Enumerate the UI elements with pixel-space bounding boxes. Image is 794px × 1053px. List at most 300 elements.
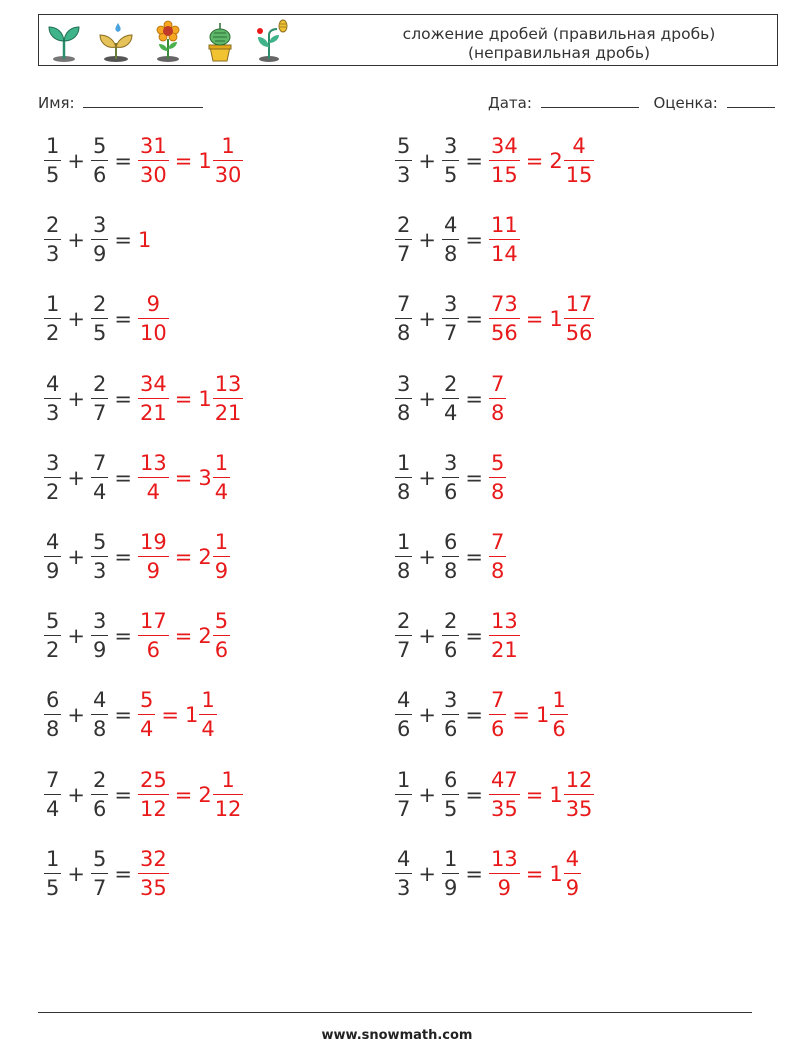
answer-improper-denominator: 9 xyxy=(497,875,512,900)
addend-2-denominator: 3 xyxy=(92,559,107,583)
answer-improper-denominator: 9 xyxy=(146,559,161,583)
addend-2-denominator: 7 xyxy=(92,875,107,900)
problem-row xyxy=(44,287,169,351)
answer-mixed-fraction-denominator: 35 xyxy=(565,796,593,821)
answer-mixed-whole: 2 xyxy=(198,782,212,807)
answer-mixed-fraction xyxy=(213,611,230,661)
answer-equals-sign: = xyxy=(174,465,193,490)
answer-equals-sign: = xyxy=(161,703,179,728)
addend-1-denominator: 3 xyxy=(397,163,411,187)
answer-mixed-fraction xyxy=(199,690,216,740)
answer-improper-numerator: 17 xyxy=(139,609,167,634)
answer-equals-sign: = xyxy=(174,782,193,807)
date-blank[interactable] xyxy=(541,95,639,108)
plus-sign: + xyxy=(418,307,436,332)
addend-1 xyxy=(395,294,412,344)
answer-improper-denominator: 15 xyxy=(490,163,518,187)
watered-sprout-icon xyxy=(97,19,135,63)
answer-improper-denominator: 8 xyxy=(490,479,505,504)
answer-improper-denominator: 12 xyxy=(139,796,167,821)
addend-1-denominator: 5 xyxy=(46,163,60,187)
addend-2 xyxy=(91,136,108,186)
addend-2-numerator: 2 xyxy=(92,371,107,396)
addend-2-numerator: 3 xyxy=(92,213,107,238)
addend-1-denominator: 8 xyxy=(397,559,411,583)
addend-1-denominator: 7 xyxy=(397,796,411,821)
answer-improper xyxy=(489,450,506,504)
addend-1-denominator: 9 xyxy=(46,559,60,583)
answer-mixed-fraction-numerator: 4 xyxy=(572,134,586,158)
answer-improper xyxy=(138,532,169,582)
addend-2-numerator: 5 xyxy=(92,530,107,554)
answer-mixed-fraction-numerator: 12 xyxy=(565,767,593,792)
answer-improper-denominator: 56 xyxy=(490,321,518,346)
answer-mixed-whole: 1 xyxy=(549,307,563,332)
plus-sign: + xyxy=(67,386,85,411)
answer-mixed-fraction-denominator: 9 xyxy=(565,875,580,900)
answer-improper-numerator: 11 xyxy=(490,213,518,238)
addend-2-numerator: 2 xyxy=(92,292,107,317)
answer-improper xyxy=(489,136,520,186)
addend-1 xyxy=(395,136,412,186)
addend-1 xyxy=(395,532,412,582)
addend-2 xyxy=(91,215,108,265)
addend-2 xyxy=(442,532,459,582)
answer-improper xyxy=(489,690,506,740)
answer-improper-numerator: 13 xyxy=(490,609,518,634)
answer-mixed-fraction xyxy=(213,767,244,821)
addend-1-denominator: 7 xyxy=(397,638,411,663)
title-line-2: (неправильная дробь) xyxy=(467,44,651,62)
answer-mixed-whole: 1 xyxy=(184,703,199,728)
answer-mixed-whole: 2 xyxy=(198,545,212,569)
addend-2 xyxy=(91,532,108,582)
addend-2-numerator: 2 xyxy=(443,371,458,396)
answer-whole: 1 xyxy=(137,228,152,253)
answer-mixed-fraction-denominator: 30 xyxy=(214,163,242,187)
plus-sign: + xyxy=(418,782,436,807)
addend-1-denominator: 3 xyxy=(397,875,411,900)
problem-row xyxy=(395,129,594,193)
addend-2 xyxy=(91,611,108,661)
addend-1 xyxy=(395,767,412,821)
answer-improper xyxy=(489,767,520,821)
answer-improper xyxy=(138,450,169,504)
addend-1-numerator: 3 xyxy=(46,450,60,475)
answer-mixed-fraction-numerator: 17 xyxy=(565,292,593,317)
addend-2-numerator: 5 xyxy=(92,134,107,158)
addend-1-numerator: 1 xyxy=(46,292,60,317)
addend-2-denominator: 6 xyxy=(443,638,458,663)
addend-2-denominator: 6 xyxy=(92,163,107,187)
grade-label: Оценка: xyxy=(653,94,718,112)
answer-improper-numerator: 34 xyxy=(490,134,518,158)
equals-sign: = xyxy=(465,861,483,886)
equals-sign: = xyxy=(114,465,132,490)
answer-improper-denominator: 30 xyxy=(139,163,167,187)
answer-improper-denominator: 21 xyxy=(490,638,518,663)
answer-equals-sign: = xyxy=(525,307,544,332)
plus-sign: + xyxy=(418,861,436,886)
addend-1-denominator: 8 xyxy=(397,400,411,425)
addend-1 xyxy=(395,371,412,425)
answer-mixed-fraction xyxy=(213,136,244,186)
addend-2-denominator: 9 xyxy=(92,638,107,663)
addend-1-denominator: 8 xyxy=(397,321,411,346)
answer-mixed-fraction-denominator: 21 xyxy=(214,400,242,425)
equals-sign: = xyxy=(114,624,132,649)
addend-2 xyxy=(442,611,459,661)
addend-1-denominator: 2 xyxy=(46,321,60,346)
addend-1-denominator: 3 xyxy=(46,400,60,425)
plus-sign: + xyxy=(418,228,436,253)
answer-mixed-fraction xyxy=(550,690,567,740)
answer-improper-numerator: 25 xyxy=(139,767,167,792)
equals-sign: = xyxy=(465,149,483,173)
addend-2-numerator: 3 xyxy=(443,688,458,713)
plus-sign: + xyxy=(67,149,85,173)
problem-row xyxy=(44,842,169,906)
answer-equals-sign: = xyxy=(174,149,193,173)
plant-icons xyxy=(45,19,291,63)
addend-1-denominator: 3 xyxy=(46,242,60,267)
addend-2-numerator: 7 xyxy=(92,450,107,475)
addend-2 xyxy=(442,767,459,821)
answer-mixed-whole: 1 xyxy=(549,861,563,886)
plus-sign: + xyxy=(67,782,85,807)
answer-improper-numerator: 7 xyxy=(490,530,505,554)
addend-1-numerator: 3 xyxy=(397,371,411,396)
addend-2-denominator: 4 xyxy=(443,400,458,425)
problem-row xyxy=(395,525,506,589)
addend-1-numerator: 6 xyxy=(46,688,60,713)
addend-1-numerator: 1 xyxy=(397,767,411,792)
answer-improper xyxy=(489,215,520,265)
addend-1 xyxy=(395,215,412,265)
addend-2-denominator: 7 xyxy=(443,321,458,346)
answer-mixed-fraction-numerator: 1 xyxy=(214,450,229,475)
date-label: Дата: xyxy=(488,94,532,112)
addend-1-numerator: 7 xyxy=(46,767,60,792)
answer-mixed-fraction-numerator: 1 xyxy=(221,767,235,792)
addend-2 xyxy=(91,450,108,504)
answer-improper-numerator: 19 xyxy=(139,530,167,554)
addend-1-numerator: 1 xyxy=(397,530,411,554)
addend-2-numerator: 2 xyxy=(92,767,107,792)
answer-improper-denominator: 8 xyxy=(490,559,505,583)
addend-2-numerator: 4 xyxy=(92,688,107,713)
answer-mixed-fraction xyxy=(213,450,230,504)
answer-mixed-fraction xyxy=(564,136,595,186)
equals-sign: = xyxy=(465,465,483,490)
addend-1 xyxy=(44,767,61,821)
addend-2 xyxy=(91,371,108,425)
answer-mixed-fraction-denominator: 56 xyxy=(565,321,593,346)
addend-1 xyxy=(44,611,61,661)
addend-1-numerator: 1 xyxy=(46,134,60,158)
addend-1-numerator: 2 xyxy=(397,213,411,238)
addend-1 xyxy=(44,690,61,740)
answer-improper-numerator: 5 xyxy=(490,450,505,475)
answer-improper-denominator: 35 xyxy=(490,796,518,821)
addend-1 xyxy=(395,690,412,740)
problem-row xyxy=(44,129,243,193)
answer-mixed-whole: 1 xyxy=(198,386,212,411)
problem-row xyxy=(44,367,243,431)
answer-equals-sign: = xyxy=(174,624,193,649)
addend-2-denominator: 9 xyxy=(443,875,458,900)
equals-sign: = xyxy=(465,624,483,649)
problem-row xyxy=(395,683,568,747)
answer-improper xyxy=(138,767,169,821)
addend-2-denominator: 5 xyxy=(443,163,458,187)
equals-sign: = xyxy=(114,545,132,569)
problem-row xyxy=(44,604,230,668)
answer-improper-numerator: 7 xyxy=(490,371,505,396)
addend-1 xyxy=(395,450,412,504)
name-label: Имя: xyxy=(38,94,75,112)
addend-1 xyxy=(44,136,61,186)
answer-improper-numerator: 13 xyxy=(490,846,518,871)
addend-1-denominator: 4 xyxy=(46,796,60,821)
addend-2 xyxy=(91,846,108,900)
plus-sign: + xyxy=(418,703,436,728)
answer-improper xyxy=(489,371,506,425)
addend-1-numerator: 5 xyxy=(397,134,411,158)
addend-1 xyxy=(44,450,61,504)
equals-sign: = xyxy=(465,545,483,569)
answer-improper-numerator: 34 xyxy=(139,371,167,396)
answer-equals-sign: = xyxy=(525,149,544,173)
grade-blank[interactable] xyxy=(727,95,775,108)
answer-improper xyxy=(138,371,169,425)
sunflower-icon xyxy=(149,19,187,63)
answer-improper-denominator: 10 xyxy=(139,321,167,346)
plus-sign: + xyxy=(418,624,436,649)
answer-improper xyxy=(138,294,169,344)
answer-improper-numerator: 13 xyxy=(139,450,167,475)
addend-2 xyxy=(442,371,459,425)
addend-1-denominator: 5 xyxy=(46,875,60,900)
addend-1-numerator: 4 xyxy=(397,688,411,713)
answer-improper-denominator: 4 xyxy=(146,479,161,504)
plus-sign: + xyxy=(418,386,436,411)
addend-1-denominator: 2 xyxy=(46,479,60,504)
answer-improper-numerator: 7 xyxy=(490,688,505,713)
equals-sign: = xyxy=(465,782,483,807)
problem-row xyxy=(395,446,506,510)
answer-improper-denominator: 6 xyxy=(146,638,161,663)
addend-1 xyxy=(44,532,61,582)
equals-sign: = xyxy=(465,307,483,332)
equals-sign: = xyxy=(114,307,132,332)
answer-mixed-whole: 2 xyxy=(198,624,212,649)
addend-1-denominator: 7 xyxy=(397,242,411,267)
answer-improper xyxy=(489,532,506,582)
answer-mixed-fraction-denominator: 12 xyxy=(214,796,242,821)
addend-1 xyxy=(395,846,412,900)
equals-sign: = xyxy=(114,861,132,886)
answer-mixed-whole: 1 xyxy=(549,782,563,807)
problem-row xyxy=(44,683,217,747)
addend-2-numerator: 3 xyxy=(443,450,458,475)
potted-plant-icon xyxy=(201,19,239,63)
addend-2 xyxy=(91,690,108,740)
addend-2 xyxy=(442,846,459,900)
answer-equals-sign: = xyxy=(525,782,544,807)
answer-mixed-whole: 1 xyxy=(535,703,550,728)
addend-1-denominator: 8 xyxy=(46,717,60,742)
addend-1 xyxy=(44,846,61,900)
addend-2 xyxy=(91,294,108,344)
answer-improper-denominator: 14 xyxy=(490,242,518,267)
answer-improper-denominator: 8 xyxy=(490,400,505,425)
addend-2-denominator: 8 xyxy=(443,242,458,267)
answer-improper-numerator: 5 xyxy=(139,688,154,713)
plus-sign: + xyxy=(67,307,85,332)
answer-improper-denominator: 35 xyxy=(139,875,167,900)
addend-2-denominator: 6 xyxy=(443,717,458,742)
addend-1 xyxy=(44,371,61,425)
addend-1-denominator: 8 xyxy=(397,479,411,504)
addend-1 xyxy=(395,611,412,661)
problem-row xyxy=(395,842,581,906)
answer-mixed-fraction-numerator: 5 xyxy=(214,609,229,634)
answer-improper xyxy=(138,611,169,661)
name-blank[interactable] xyxy=(83,95,203,108)
problem-row xyxy=(44,446,230,510)
answer-mixed-fraction-numerator: 1 xyxy=(201,688,215,713)
answer-mixed-fraction-denominator: 15 xyxy=(565,163,593,187)
plus-sign: + xyxy=(67,545,85,569)
addend-1-numerator: 5 xyxy=(46,609,60,634)
plus-sign: + xyxy=(418,465,436,490)
answer-equals-sign: = xyxy=(512,703,530,728)
addend-2-numerator: 3 xyxy=(443,292,458,317)
equals-sign: = xyxy=(114,782,132,807)
flowering-plant-icon xyxy=(253,19,291,63)
equals-sign: = xyxy=(114,703,132,728)
footer-url: www.snowmath.com xyxy=(321,1028,473,1043)
addend-2-denominator: 9 xyxy=(92,242,107,267)
answer-mixed-whole: 1 xyxy=(198,149,212,173)
addend-2 xyxy=(442,690,459,740)
answer-improper-numerator: 47 xyxy=(490,767,518,792)
addend-2-numerator: 2 xyxy=(443,609,458,634)
problem-row xyxy=(395,367,506,431)
addend-2-denominator: 4 xyxy=(92,479,107,504)
addend-2-numerator: 6 xyxy=(443,530,458,554)
equals-sign: = xyxy=(114,228,132,253)
answer-improper xyxy=(489,846,520,900)
answer-mixed-fraction-numerator: 4 xyxy=(565,846,580,871)
addend-2 xyxy=(91,767,108,821)
addend-1-numerator: 4 xyxy=(397,846,411,871)
addend-2-numerator: 3 xyxy=(92,609,107,634)
answer-improper-numerator: 73 xyxy=(490,292,518,317)
addend-2-numerator: 4 xyxy=(443,213,458,238)
answer-mixed-whole: 3 xyxy=(198,465,212,490)
header-box xyxy=(38,14,778,66)
addend-1-denominator: 6 xyxy=(397,717,411,742)
addend-1-numerator: 7 xyxy=(397,292,411,317)
name-field[interactable] xyxy=(38,94,203,112)
addend-2-denominator: 5 xyxy=(92,321,107,346)
answer-improper-denominator: 21 xyxy=(139,400,167,425)
answer-mixed-fraction-denominator: 4 xyxy=(214,479,229,504)
addend-2 xyxy=(442,450,459,504)
problem-row xyxy=(395,287,594,351)
answer-mixed-fraction xyxy=(564,294,595,344)
answer-improper xyxy=(489,294,520,344)
equals-sign: = xyxy=(465,228,483,253)
problem-row xyxy=(395,604,520,668)
problem-row xyxy=(395,208,520,272)
problem-row xyxy=(44,763,243,827)
equals-sign: = xyxy=(465,386,483,411)
answer-mixed-whole: 2 xyxy=(549,149,563,173)
answer-mixed-fraction-denominator: 9 xyxy=(214,559,229,583)
answer-improper xyxy=(138,846,169,900)
worksheet-title xyxy=(369,25,749,63)
answer-improper-denominator: 6 xyxy=(490,717,505,742)
answer-mixed-fraction-numerator: 1 xyxy=(552,688,566,713)
addend-2-numerator: 3 xyxy=(443,134,458,158)
addend-2-denominator: 6 xyxy=(92,796,107,821)
answer-mixed-fraction-numerator: 1 xyxy=(221,134,235,158)
addend-2-denominator: 8 xyxy=(92,717,107,742)
addend-2-denominator: 5 xyxy=(443,796,458,821)
plus-sign: + xyxy=(418,545,436,569)
date-grade-fields xyxy=(488,94,775,112)
problem-row xyxy=(44,208,151,272)
answer-mixed-fraction xyxy=(564,846,581,900)
addend-2-numerator: 6 xyxy=(443,767,458,792)
addend-2-denominator: 6 xyxy=(443,479,458,504)
answer-improper-denominator: 4 xyxy=(139,717,154,742)
problem-row xyxy=(44,525,230,589)
addend-2 xyxy=(442,215,459,265)
answer-improper xyxy=(138,690,155,740)
answer-mixed-fraction-numerator: 13 xyxy=(214,371,242,396)
equals-sign: = xyxy=(465,703,483,728)
addend-1-denominator: 2 xyxy=(46,638,60,663)
plus-sign: + xyxy=(67,703,85,728)
addend-1-numerator: 1 xyxy=(46,846,60,871)
equals-sign: = xyxy=(114,149,132,173)
answer-improper xyxy=(138,136,169,186)
title-line-1: сложение дробей (правильная дробь) xyxy=(402,25,716,43)
answer-mixed-fraction xyxy=(213,371,244,425)
answer-mixed-fraction xyxy=(564,767,595,821)
answer-improper-numerator: 32 xyxy=(139,846,167,871)
equals-sign: = xyxy=(114,386,132,411)
answer-mixed-fraction-denominator: 4 xyxy=(201,717,215,742)
answer-mixed-fraction-denominator: 6 xyxy=(214,638,229,663)
problem-row xyxy=(395,763,594,827)
answer-equals-sign: = xyxy=(174,545,193,569)
sprout-icon xyxy=(45,19,83,63)
plus-sign: + xyxy=(67,228,85,253)
addend-1-numerator: 2 xyxy=(397,609,411,634)
addend-2-denominator: 7 xyxy=(92,400,107,425)
answer-mixed-fraction-denominator: 6 xyxy=(552,717,566,742)
addend-2 xyxy=(442,136,459,186)
footer-divider xyxy=(38,1012,752,1013)
plus-sign: + xyxy=(67,465,85,490)
addend-1 xyxy=(44,215,61,265)
addend-1-numerator: 4 xyxy=(46,371,60,396)
